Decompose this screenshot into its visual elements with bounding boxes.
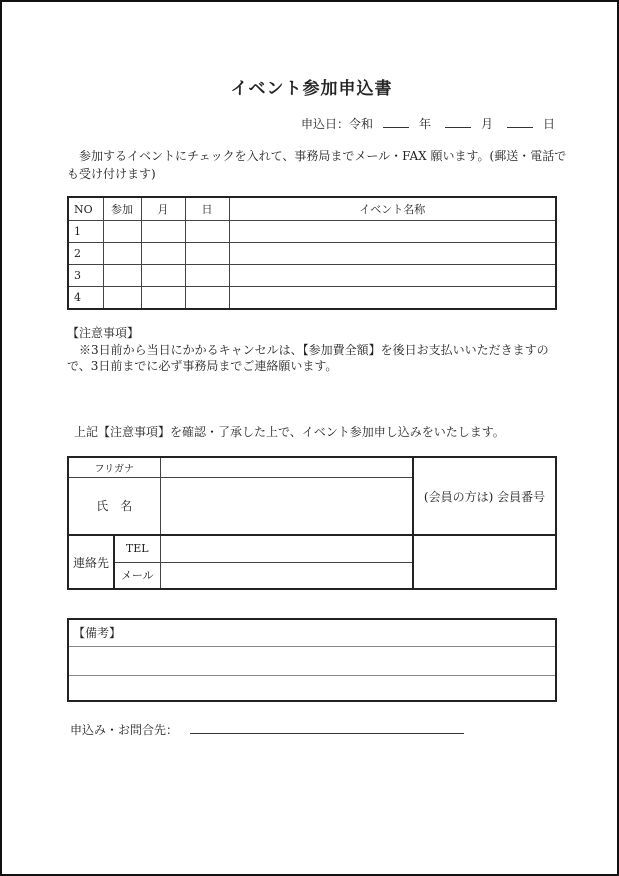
- table-row: [68, 287, 556, 310]
- events-header-row: [68, 197, 556, 221]
- mail-label: メール: [114, 562, 160, 589]
- name-field[interactable]: [160, 477, 413, 535]
- day-cell[interactable]: [185, 287, 229, 310]
- year-field[interactable]: [383, 117, 409, 128]
- col-header-participate: 参加: [103, 197, 141, 221]
- month-cell[interactable]: [141, 287, 185, 310]
- row-number: 2: [68, 243, 103, 265]
- notice-heading: 【注意事項】: [67, 326, 140, 340]
- table-row: [68, 221, 556, 243]
- event-name-cell[interactable]: [229, 221, 556, 243]
- col-header-no: NO: [68, 197, 103, 221]
- col-header-event-name: イベント名称: [229, 197, 556, 221]
- name-label: 氏 名: [68, 477, 160, 535]
- member-number-field[interactable]: [413, 535, 556, 589]
- contact-label: 連絡先: [68, 535, 114, 589]
- application-date: [301, 115, 559, 132]
- year-unit: 年: [418, 117, 431, 131]
- day-cell[interactable]: [185, 221, 229, 243]
- day-cell[interactable]: [185, 265, 229, 287]
- event-name-cell[interactable]: [229, 265, 556, 287]
- row-number: 3: [68, 265, 103, 287]
- notice-body: ※3日前から当日にかかるキャンセルは、【参加費全額】を後日お支払いいただきますので、3日前までに必ず事務局までご連絡願います。: [67, 343, 549, 373]
- table-row: [68, 243, 556, 265]
- contact-info-label: 申込み・お問合先：: [70, 723, 179, 737]
- day-field[interactable]: [507, 117, 533, 128]
- month-cell[interactable]: [141, 221, 185, 243]
- confirm-text: 上記【注意事項】を確認・了承した上で、イベント参加申し込みをいたします。: [74, 425, 505, 439]
- member-number-label: (会員の方は) 会員番号: [413, 457, 556, 535]
- participate-checkbox-cell[interactable]: [103, 243, 141, 265]
- day-unit: 日: [542, 117, 555, 131]
- participate-checkbox-cell[interactable]: [103, 265, 141, 287]
- tel-label: TEL: [114, 535, 160, 562]
- footer-contact: [70, 721, 464, 738]
- event-name-cell[interactable]: [229, 287, 556, 310]
- intro-text: 参加するイベントにチェックを入れて、事務局までメール・FAX 願います。(郵送・電話でも受け付けます): [67, 149, 567, 181]
- month-field[interactable]: [445, 117, 471, 128]
- remarks-line[interactable]: [69, 647, 555, 676]
- contact-info-field[interactable]: [190, 721, 464, 734]
- row-number: 4: [68, 287, 103, 310]
- month-cell[interactable]: [141, 243, 185, 265]
- page-title: イベント参加申込書: [230, 79, 393, 99]
- table-row: [68, 265, 556, 287]
- row-number: 1: [68, 221, 103, 243]
- col-header-month: 月: [141, 197, 185, 221]
- event-name-cell[interactable]: [229, 243, 556, 265]
- remarks-heading: 【備考】: [69, 620, 555, 647]
- col-header-day: 日: [185, 197, 229, 221]
- remarks-line[interactable]: [69, 676, 555, 704]
- furigana-label: フリガナ: [68, 457, 160, 477]
- applicant-table: [67, 456, 557, 590]
- date-label: 申込日：令和: [300, 117, 373, 131]
- day-cell[interactable]: [185, 243, 229, 265]
- mail-field[interactable]: [160, 562, 413, 589]
- furigana-field[interactable]: [160, 457, 413, 477]
- tel-field[interactable]: [160, 535, 413, 562]
- events-table: [67, 196, 557, 310]
- month-unit: 月: [480, 117, 493, 131]
- participate-checkbox-cell[interactable]: [103, 287, 141, 310]
- remarks-box: [67, 618, 557, 702]
- participate-checkbox-cell[interactable]: [103, 221, 141, 243]
- month-cell[interactable]: [141, 265, 185, 287]
